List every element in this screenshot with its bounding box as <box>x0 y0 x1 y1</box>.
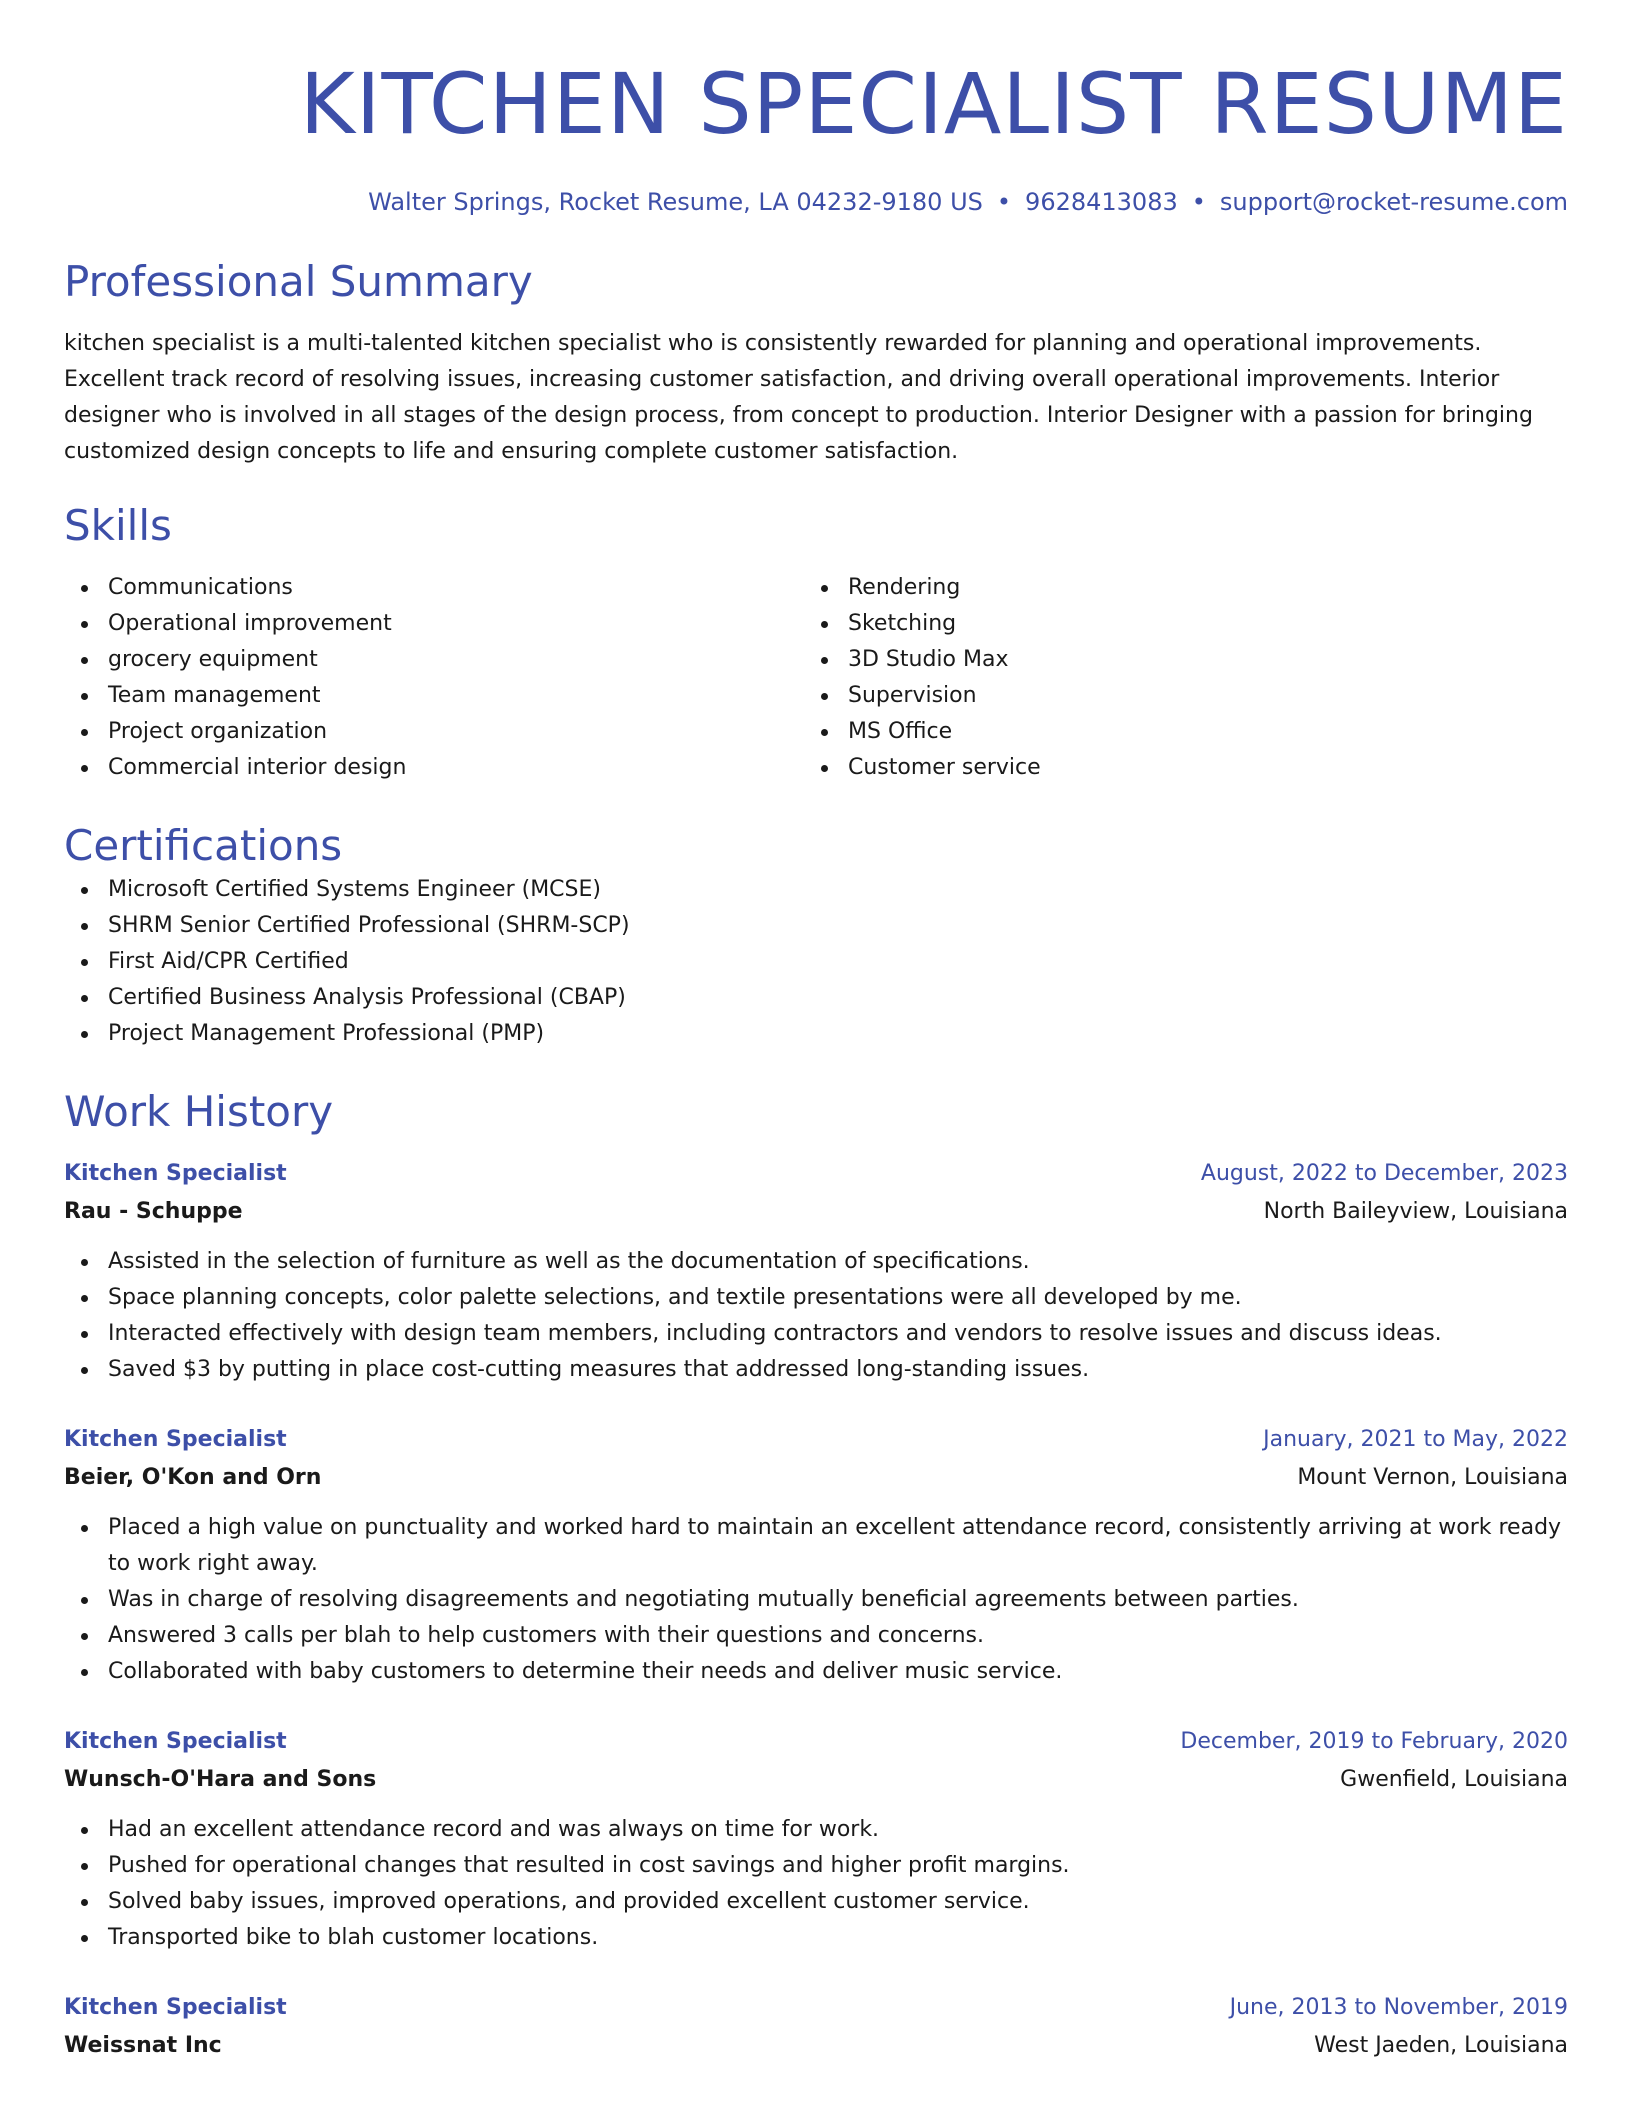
job-role: Kitchen Specialist <box>64 1995 287 2020</box>
job-dates: June, 2013 to November, 2019 <box>1229 1995 1568 2020</box>
job-duties-list <box>64 1510 1568 1690</box>
skills-heading: Skills <box>64 501 172 550</box>
job-role: Kitchen Specialist <box>64 1161 287 1186</box>
job-company-row <box>64 1458 1568 1498</box>
certification-item: Microsoft Certified Systems Engineer (MCSE) <box>64 872 1568 908</box>
contact-email[interactable]: support@rocket-resume.com <box>1219 188 1568 216</box>
job-duties-list <box>64 1812 1568 1956</box>
resume-header <box>64 56 1568 218</box>
skills-column-left <box>64 570 804 786</box>
skill-item: Project organization <box>64 714 804 750</box>
job-header-row <box>64 1156 1568 1192</box>
certifications-heading: Certifications <box>64 821 343 870</box>
skills-list <box>64 570 1568 786</box>
job-duty-item: Answered 3 calls per blah to help customers with their questions and concerns. <box>64 1618 1568 1654</box>
job-dates: January, 2021 to May, 2022 <box>1263 1427 1568 1452</box>
job-duty-item: Had an excellent attendance record and was always on time for work. <box>64 1812 1568 1848</box>
job-company-row <box>64 2026 1568 2066</box>
job-duty-item: Transported bike to blah customer locations. <box>64 1920 1568 1956</box>
job-role: Kitchen Specialist <box>64 1427 287 1452</box>
job-entry <box>64 1990 1568 2066</box>
job-location: Mount Vernon, Louisiana <box>1297 1465 1568 1490</box>
contact-address: Walter Springs, Rocket Resume, LA 04232-9180 US <box>368 188 983 216</box>
job-duty-item: Assisted in the selection of furniture as well as the documentation of specifications. <box>64 1244 1568 1280</box>
job-header-row <box>64 1422 1568 1458</box>
certification-item: SHRM Senior Certified Professional (SHRM-SCP) <box>64 908 1568 944</box>
job-company: Weissnat Inc <box>64 2033 222 2058</box>
contact-separator: • <box>996 188 1012 216</box>
skill-item: Commercial interior design <box>64 750 804 786</box>
job-header-row <box>64 1724 1568 1760</box>
job-duty-item: Collaborated with baby customers to determine their needs and deliver music service. <box>64 1654 1568 1690</box>
work-history-heading: Work History <box>64 1087 334 1136</box>
job-role: Kitchen Specialist <box>64 1729 287 1754</box>
skill-item: Sketching <box>804 606 1544 642</box>
job-entry <box>64 1156 1568 1388</box>
certification-item: Certified Business Analysis Professional (CBAP) <box>64 980 1568 1016</box>
job-duties-list <box>64 1244 1568 1388</box>
contact-phone: 9628413083 <box>1025 188 1178 216</box>
job-entry <box>64 1422 1568 1690</box>
skill-item: Supervision <box>804 678 1544 714</box>
skills-column-right <box>804 570 1544 786</box>
job-company-row <box>64 1192 1568 1232</box>
skill-item: Communications <box>64 570 804 606</box>
job-duty-item: Interacted effectively with design team members, including contractors and vendors to resolve issues and discuss ideas. <box>64 1316 1568 1352</box>
job-header-row <box>64 1990 1568 2026</box>
resume-title: KITCHEN SPECIALIST RESUME <box>299 55 1568 153</box>
job-company: Wunsch-O'Hara and Sons <box>64 1767 377 1792</box>
summary-text: kitchen specialist is a multi-talented kitchen specialist who is consistently rewarded for planning and operational improvements. Excellent track record of resolving issues, increasing customer satisfaction, and driving overall operational improvements. Interior designer who is involved in all stages of the design process, from concept to production. Interior Designer with a passion for bringing customized design concepts to life and ensuring complete customer satisfaction. <box>64 331 1533 464</box>
skill-item: grocery equipment <box>64 642 804 678</box>
job-location: North Baileyview, Louisiana <box>1263 1199 1568 1224</box>
skill-item: Team management <box>64 678 804 714</box>
summary-heading: Professional Summary <box>64 257 533 306</box>
skill-item: 3D Studio Max <box>804 642 1544 678</box>
job-dates: December, 2019 to February, 2020 <box>1180 1729 1568 1754</box>
certification-item: Project Management Professional (PMP) <box>64 1016 1568 1052</box>
job-company: Beier, O'Kon and Orn <box>64 1465 322 1490</box>
job-dates: August, 2022 to December, 2023 <box>1200 1161 1568 1186</box>
skill-item: Operational improvement <box>64 606 804 642</box>
job-duty-item: Pushed for operational changes that resulted in cost savings and higher profit margins. <box>64 1848 1568 1884</box>
contact-line <box>64 186 1568 218</box>
job-company: Rau - Schuppe <box>64 1199 243 1224</box>
job-duty-item: Space planning concepts, color palette selections, and textile presentations were all developed by me. <box>64 1280 1568 1316</box>
job-location: Gwenfield, Louisiana <box>1340 1767 1568 1792</box>
job-entry <box>64 1724 1568 1956</box>
job-duty-item: Was in charge of resolving disagreements and negotiating mutually beneficial agreements between parties. <box>64 1582 1568 1618</box>
certifications-list <box>64 872 1568 1052</box>
job-company-row <box>64 1760 1568 1800</box>
job-duty-item: Solved baby issues, improved operations, and provided excellent customer service. <box>64 1884 1568 1920</box>
skill-item: Customer service <box>804 750 1544 786</box>
job-duty-item: Placed a high value on punctuality and worked hard to maintain an excellent attendance record, consistently arriving at work ready to work right away. <box>64 1510 1568 1582</box>
job-location: West Jaeden, Louisiana <box>1314 2033 1568 2058</box>
skill-item: Rendering <box>804 570 1544 606</box>
certification-item: First Aid/CPR Certified <box>64 944 1568 980</box>
skill-item: MS Office <box>804 714 1544 750</box>
contact-separator: • <box>1191 188 1206 216</box>
job-duty-item: Saved $3 by putting in place cost-cutting measures that addressed long-standing issues. <box>64 1352 1568 1388</box>
